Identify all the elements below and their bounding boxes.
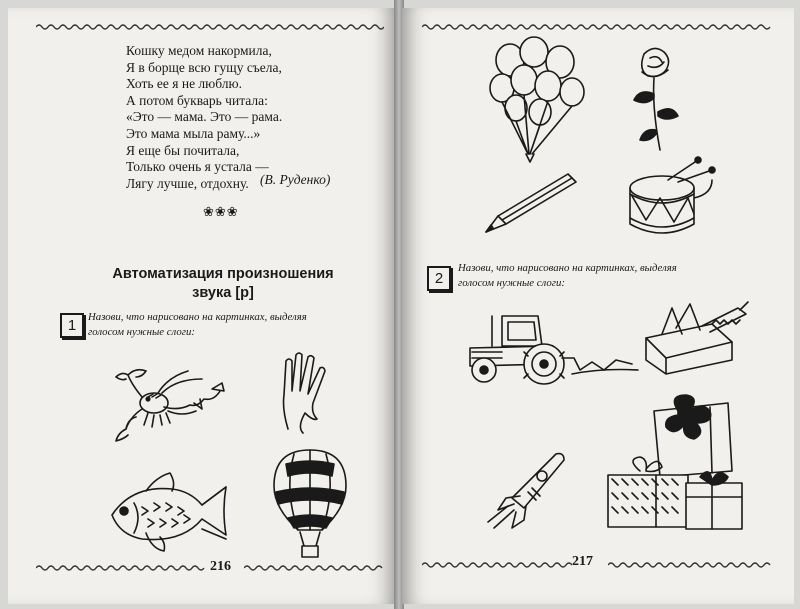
- poem-author: (В. Руденко): [260, 172, 331, 187]
- top-wave-divider: [36, 22, 384, 32]
- hand-picture: [278, 353, 338, 433]
- rose-picture: [630, 44, 680, 154]
- exercise-number-badge: 2: [427, 266, 451, 291]
- balloons-picture: [482, 36, 592, 164]
- exercise-instruction: [458, 261, 677, 291]
- poem-line: Это мама мыла раму...»: [126, 125, 261, 141]
- hot-air-balloon-picture: [270, 446, 350, 561]
- section-heading: [88, 265, 358, 303]
- pencil-picture: [480, 168, 580, 238]
- instruction-line: Назови, что нарисовано на картинках, выделяя: [458, 262, 677, 274]
- fish-picture: [106, 463, 236, 558]
- tractor-picture: [462, 308, 642, 388]
- rocket-picture: [480, 448, 570, 533]
- bottom-wave-divider: [244, 563, 384, 573]
- section-divider-flowers: ❀❀❀: [203, 204, 239, 219]
- poem-line: Только очень я устала —: [126, 159, 269, 175]
- top-wave-divider: [422, 22, 772, 32]
- poem-line: Кошку медом накормила,: [126, 43, 272, 58]
- page-number: 216: [210, 559, 231, 574]
- instruction-line: голосом нужные слоги:: [458, 277, 565, 289]
- bottom-wave-divider: [608, 560, 774, 570]
- heading-line: звука [р]: [192, 285, 254, 301]
- poem-line: Хоть ее я не люблю.: [126, 76, 242, 92]
- drum-picture: [618, 158, 718, 243]
- bottom-wave-divider: [36, 563, 206, 573]
- page-number: 217: [572, 554, 593, 569]
- right-page: [402, 8, 794, 604]
- left-page: [8, 8, 396, 604]
- gifts-picture: [600, 393, 750, 538]
- instruction-line: голосом нужные слоги:: [88, 326, 195, 338]
- exercise-number-badge: 1: [60, 313, 84, 338]
- instruction-line: Назови, что нарисовано на картинках, выделяя: [88, 311, 307, 323]
- bottom-wave-divider: [422, 560, 572, 570]
- lobster-picture: [108, 363, 228, 448]
- poem-line: Я в борще всю гущу съела,: [126, 59, 282, 75]
- heading-line: Автоматизация произношения: [112, 266, 334, 282]
- exercise-instruction: [88, 310, 307, 340]
- poem-line: Лягу лучше, отдохну.: [126, 175, 249, 191]
- toolbox-picture: [642, 298, 752, 376]
- poem-line: А потом букварь читала:: [126, 92, 268, 108]
- poem: [126, 43, 282, 192]
- poem-line: «Это — мама. Это — рама.: [126, 109, 283, 125]
- poem-line: Я еще бы почитала,: [126, 142, 240, 158]
